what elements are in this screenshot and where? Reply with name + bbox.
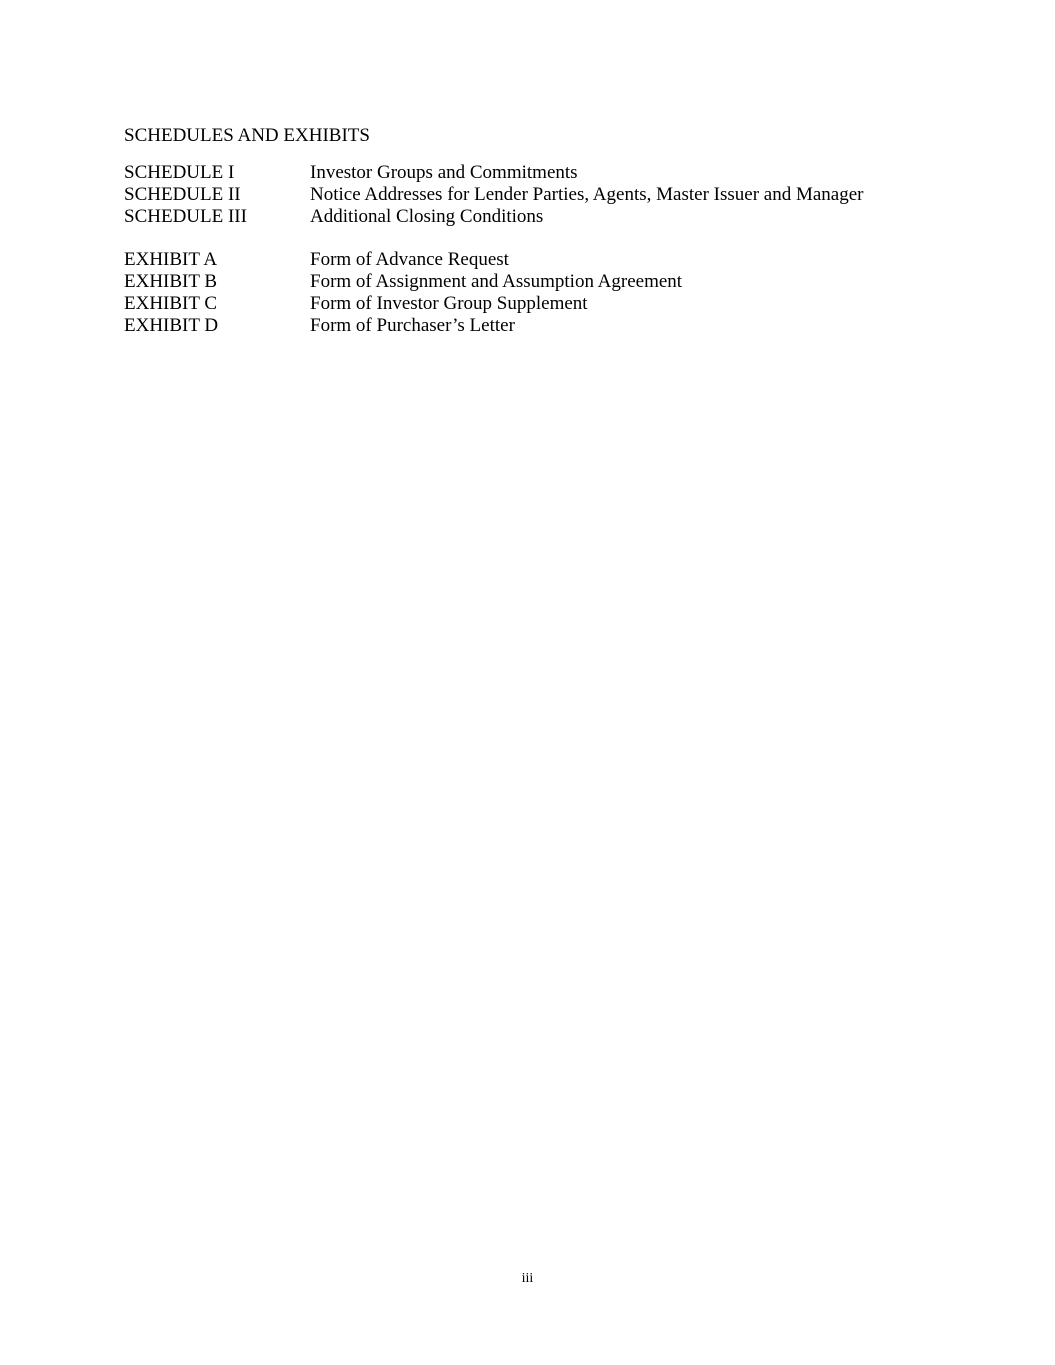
schedule-title: Notice Addresses for Lender Parties, Agents, Master Issuer and Manager xyxy=(310,184,864,205)
exhibit-label: EXHIBIT D xyxy=(124,315,219,336)
exhibit-row xyxy=(124,249,682,271)
exhibit-title: Form of Assignment and Assumption Agreement xyxy=(310,271,683,292)
page-heading: SCHEDULES AND EXHIBITS xyxy=(124,125,370,146)
exhibit-title: Form of Advance Request xyxy=(310,249,509,270)
exhibit-title: Form of Investor Group Supplement xyxy=(310,293,588,314)
schedule-title: Investor Groups and Commitments xyxy=(310,162,578,183)
exhibit-row xyxy=(124,271,682,293)
exhibit-row xyxy=(124,315,682,337)
exhibit-label: EXHIBIT C xyxy=(124,293,218,314)
schedule-row xyxy=(124,162,863,184)
exhibit-title: Form of Purchaser’s Letter xyxy=(310,315,515,336)
schedules-list xyxy=(124,162,863,228)
page-number: iii xyxy=(521,1271,534,1286)
exhibits-list xyxy=(124,249,682,337)
exhibit-label: EXHIBIT A xyxy=(124,249,218,270)
schedule-label: SCHEDULE II xyxy=(124,184,241,205)
exhibit-label: EXHIBIT B xyxy=(124,271,218,292)
schedule-row xyxy=(124,206,863,228)
schedule-row xyxy=(124,184,863,206)
exhibit-row xyxy=(124,293,682,315)
schedule-label: SCHEDULE I xyxy=(124,162,235,183)
schedule-label: SCHEDULE III xyxy=(124,206,247,227)
schedule-title: Additional Closing Conditions xyxy=(310,206,544,227)
